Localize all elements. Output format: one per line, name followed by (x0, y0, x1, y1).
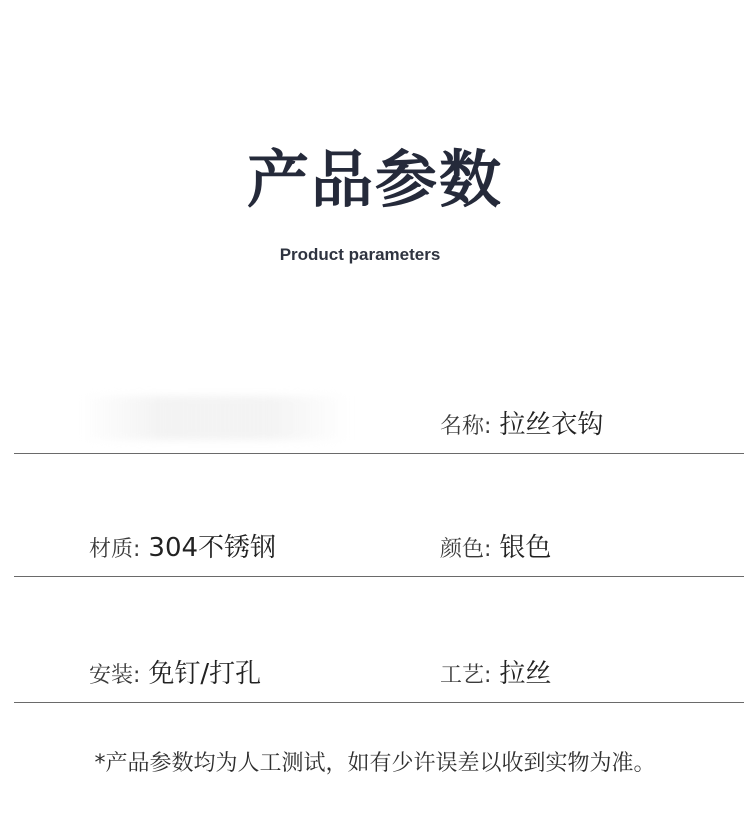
footnote: *产品参数均为人工测试，如有少许误差以收到实物为准。 (94, 751, 656, 776)
param-craft (440, 657, 551, 691)
param-value: 银色 (499, 533, 552, 563)
param-value: 拉丝衣钩 (499, 410, 604, 440)
page-title: 产品参数 (246, 143, 503, 216)
param-label: 安装: (89, 663, 141, 688)
blurred-region (80, 396, 350, 440)
param-label: 颜色: (440, 537, 492, 562)
param-color (440, 531, 551, 565)
param-value: 拉丝 (499, 659, 552, 689)
divider (14, 453, 744, 454)
param-label: 材质: (89, 537, 141, 562)
divider (14, 702, 744, 703)
param-value: 304不锈钢 (148, 533, 277, 563)
param-label: 工艺: (440, 663, 492, 688)
divider (14, 576, 744, 577)
page-subtitle: Product parameters (279, 245, 441, 264)
param-material (89, 531, 276, 565)
param-label: 名称: (440, 414, 492, 439)
param-value: 免钉/打孔 (148, 659, 262, 689)
param-installation (89, 657, 261, 691)
param-name (440, 408, 603, 442)
